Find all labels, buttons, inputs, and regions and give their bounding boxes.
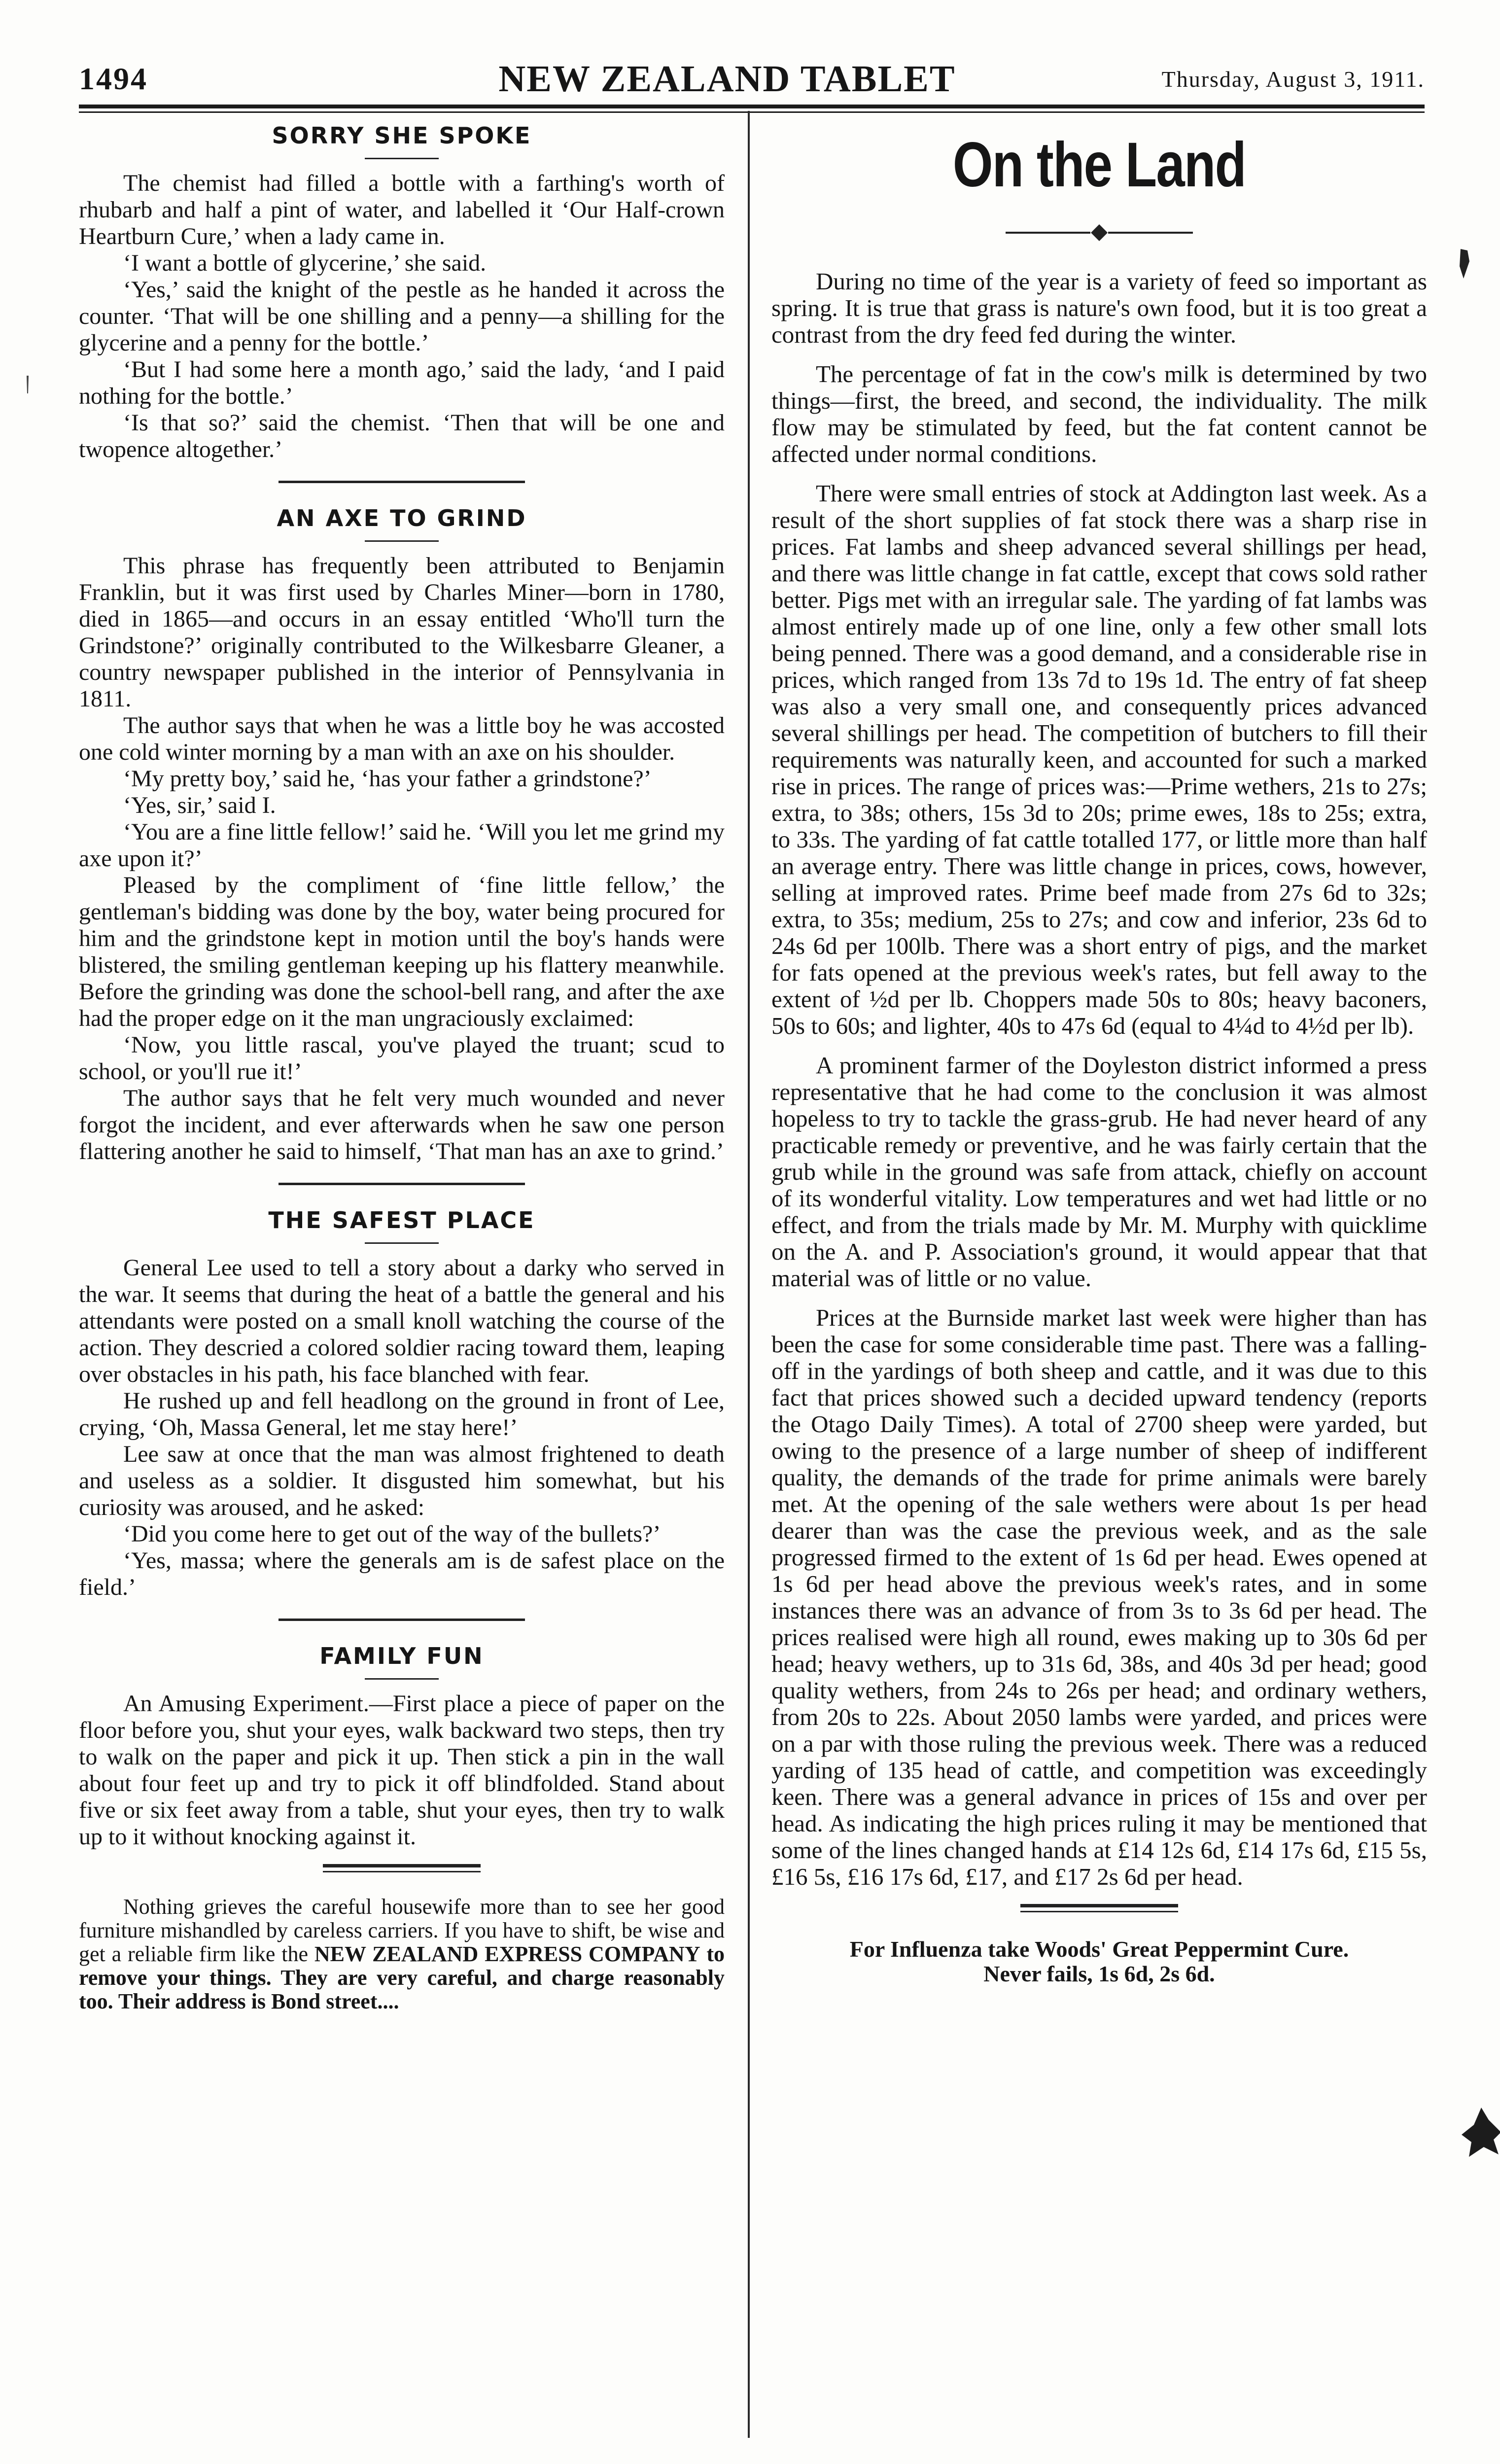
- paper-title: NEW ZEALAND TABLET: [498, 58, 956, 100]
- land-paragraph: Prices at the Burnside market last week were higher than has been the case for some considerable time past. There was a falling-off in the yardings of both sheep and cattle, and it was due to this fact that prices showed such a decided upward tendency (reports the Otago Daily Times). A total of 2700 sheep were yarded, but owing to the presence of a large number of sheep of indifferent quality, the demands of the trade for prime animals were barely met. At the opening of the sale wethers were about 1s per head dearer than was the case the previous week, and as the sale progressed firmed to the extent of 1s 6d per head. Ewes opened at 1s 6d per head above the previous week's rates, and in some instances there was an advance of from 3s to 3s 6d per head. The prices realised were high all round, ewes making up to 30s 6d per head; heavy wethers, up to 31s 6d, 38s, and 40s 3d per head; good quality wethers, from 24s to 26s per head; and ordinary wethers, from 20s to 22s. About 2050 lambs were yarded, and prices were on a par with those ruling the previous week. There was a reduced yarding of 135 head of cattle, and competition was exceedingly keen. There was a general advance in prices of 15s and over per head. As indicating the high prices ruling it may be mentioned that some of the lines changed hands at £14 12s 6d, £14 17s 6d, £15 5s, £16 5s, £16 17s 6d, £17, and £17 2s 6d per head.: [771, 1304, 1427, 1890]
- advert-line: Never fails, 1s 6d, 2s 6d.: [983, 1961, 1215, 1986]
- margin-tick-icon: [24, 375, 32, 394]
- right-column: [771, 118, 1427, 2435]
- influenza-advert: [771, 1937, 1427, 1986]
- land-paragraph: There were small entries of stock at Addington last week. As a result of the short supplies of fat stock there was a sharp rise in prices. Fat lambs and sheep advanced several shillings per head, and there was little change in fat cattle, except that cows sold rather better. Pigs met with an irregular sale. The yarding of fat lambs was almost entirely made up of one line, only a few other small lots being penned. There was a good demand, and a considerable rise in prices, which ranged from 13s 7d to 19s 1d. The entry of fat sheep was also a very small one, and consequently prices advanced several shillings per head. The competition of butchers to fill their requirements was naturally keen, and accounted for such a marked rise in prices. The range of prices was:—Prime wethers, 21s to 27s; extra, to 38s; others, 15s 3d to 20s; prime ewes, 18s to 25s; extra, to 33s. The yarding of fat cattle totalled 177, or little more than half an average entry. There was little change in prices, cows, however, selling at improved rates. Prime beef made from 27s 6d to 32s; extra, to 35s; medium, 25s to 27s; and cow and inferior, 23s 6d to 24s 6d per 100lb. There was a short entry of pigs, and the market for fats opened at the previous week's rates, but fell away to the extent of ½d per lb. Choppers made 50s to 80s; heavy baconers, 50s to 60s; and lighter, 40s to 47s 6d (equal to 4¼d to 4½d per lb).: [771, 480, 1427, 1039]
- section-separator: [279, 1619, 525, 1621]
- land-paragraph: During no time of the year is a variety of feed so important as spring. It is true that grass is nature's own food, but it is too great a contrast from the dry feed fed during the winter.: [771, 268, 1427, 348]
- article-paragraph: ‘Yes, sir,’ said I.: [123, 792, 276, 818]
- article-sorry-she-spoke: [79, 122, 725, 463]
- notice-firm-name: NEW ZEALAND EXPRESS COMPANY: [314, 1942, 700, 1966]
- heading-rule: [365, 158, 439, 159]
- heading-rule: [365, 540, 439, 542]
- article-paragraph: The author says that when he was a little boy he was accosted one cold winter morning by a man with an axe on his shoulder.: [79, 712, 725, 765]
- diamond-ornament-icon: [1091, 224, 1108, 241]
- article-paragraph: Pleased by the compliment of ‘fine little fellow,’ the gentleman's bidding was done by the boy, water being procured for him and the grindstone kept in motion until the boy's hands were blistered, the smiling gentleman keeping up his flattery meanwhile. Before the grinding was done the school-bell rang, and after the axe had the proper edge on it the man ungraciously exclaimed:: [79, 872, 725, 1031]
- heading-rule: [365, 1678, 439, 1680]
- article-paragraph: ‘Now, you little rascal, you've played the truant; scud to school, or you'll rue it!’: [79, 1032, 725, 1085]
- article-paragraph: ‘You are a fine little fellow!’ said he. ‘Will you let me grind my axe upon it?’: [79, 819, 725, 872]
- article-heading: FAMILY FUN: [319, 1643, 484, 1669]
- margin-ink-mark-icon: [1457, 246, 1471, 281]
- article-safest-place: [79, 1207, 725, 1601]
- article-paragraph: ‘My pretty boy,’ said he, ‘has your father a grindstone?’: [123, 766, 652, 792]
- header-rule-thick: [79, 105, 1425, 108]
- title-ornament: [1006, 227, 1193, 239]
- article-family-fun: [79, 1643, 725, 1850]
- article-paragraph: ‘Did you come here to get out of the way of the bullets?’: [123, 1521, 661, 1547]
- article-paragraph: This phrase has frequently been attributed to Benjamin Franklin, but it was first used by Charles Miner—born in 1780, died in 1865—and occurs in an essay entitled ‘Who'll turn the Grindstone?’ originally contributed to the Wilkesbarre Gleaner, a country newspaper published in the interior of Pennsylvania in 1811.: [79, 553, 725, 712]
- article-paragraph: The chemist had filled a bottle with a farthing's worth of rhubarb and half a pint of water, and labelled it ‘Our Half-crown Heartburn Cure,’ when a lady came in.: [79, 170, 725, 249]
- article-paragraph: ‘I want a bottle of glycerine,’ she said.: [123, 250, 487, 276]
- article-paragraph: General Lee used to tell a story about a darky who served in the war. It seems that during the heat of a battle the general and his attendants were posted on a small knoll watching the course of the action. They descried a colored soldier racing toward them, leaping over obstacles in his path, his face blanched with fear.: [79, 1255, 725, 1387]
- article-paragraph: ‘But I had some here a month ago,’ said the lady, ‘and I paid nothing for the bottle.’: [79, 356, 725, 409]
- article-paragraph: ‘Is that so?’ said the chemist. ‘Then that will be one and twopence altogether.’: [79, 410, 725, 462]
- section-title-on-the-land: On the Land: [952, 130, 1246, 200]
- section-separator: [279, 1183, 525, 1185]
- heading-rule: [365, 1242, 439, 1244]
- article-heading: SORRY SHE SPOKE: [272, 122, 532, 149]
- article-paragraph: ‘Yes,’ said the knight of the pestle as he handed it across the counter. ‘That will be one shilling and a penny—a shilling for the glycerine and a penny for the bottle.’: [79, 277, 725, 356]
- land-paragraph: A prominent farmer of the Doyleston district informed a press representative that he had come to the conclusion it was almost hopeless to try to tackle the grass-grub. He had never heard of any practicable remedy or preventive, and he was fairly certain that the grub while in the ground was safe from attack, chiefly on account of its wonderful vitality. Low temperatures and wet had little or no effect, and from the trials made by Mr. M. Murphy with quicklime on the A. and P. Association's ground, it would appear that that material was of little or no value.: [771, 1052, 1427, 1292]
- issue-date: Thursday, August 3, 1911.: [1161, 66, 1425, 92]
- article-paragraph: An Amusing Experiment.—First place a piece of paper on the floor before you, shut your eyes, walk backward two steps, then try to walk on the paper and pick it up. Then stick a pin in the wall about four feet up and try to pick it off blindfolded. Stand about five or six feet away from a table, shut your eyes, then try to walk up to it without knocking against it.: [79, 1690, 725, 1850]
- article-axe-to-grind: [79, 505, 725, 1165]
- header-rule-thin: [79, 111, 1425, 113]
- left-column: [79, 118, 725, 2435]
- article-paragraph: Lee saw at once that the man was almost frightened to death and useless as a soldier. It disgusted him somewhat, but his curiosity was aroused, and he asked:: [79, 1441, 725, 1520]
- notice-text-start: Nothing grieves the careful housewife more than to see her good furniture mishandled by careless carriers. If you have to shift, be wise and get a reliable firm like the: [79, 1895, 725, 1966]
- article-paragraph: He rushed up and fell headlong on the ground in front of Lee, crying, ‘Oh, Massa General, let me stay here!’: [79, 1388, 725, 1441]
- article-heading: THE SAFEST PLACE: [268, 1207, 535, 1233]
- double-rule-separator: [1020, 1904, 1178, 1912]
- masthead: [79, 54, 1425, 104]
- notice-text-end: to remove your things. They are very careful, and charge reasonably too. Their address is Bond street....: [79, 1942, 725, 2013]
- article-heading: AN AXE TO GRIND: [277, 505, 527, 531]
- advert-line: For Influenza take Woods' Great Peppermint Cure.: [849, 1936, 1349, 1962]
- double-rule-separator: [323, 1864, 481, 1872]
- page-number: 1494: [79, 61, 148, 96]
- express-company-notice: [79, 1895, 725, 2013]
- column-divider: [748, 111, 750, 2438]
- article-paragraph: The author says that he felt very much wounded and never forgot the incident, and ever afterwards when he saw one person flattering another he said to himself, ‘That man has an axe to grind.’: [79, 1085, 725, 1164]
- section-separator: [279, 481, 525, 483]
- article-paragraph: ‘Yes, massa; where the generals am is de safest place on the field.’: [79, 1548, 725, 1600]
- margin-ink-blot-icon: [1459, 2105, 1500, 2159]
- land-paragraph: The percentage of fat in the cow's milk is determined by two things—first, the breed, and second, the individuality. The milk flow may be stimulated by feed, but the fat content cannot be affected under normal conditions.: [771, 360, 1427, 467]
